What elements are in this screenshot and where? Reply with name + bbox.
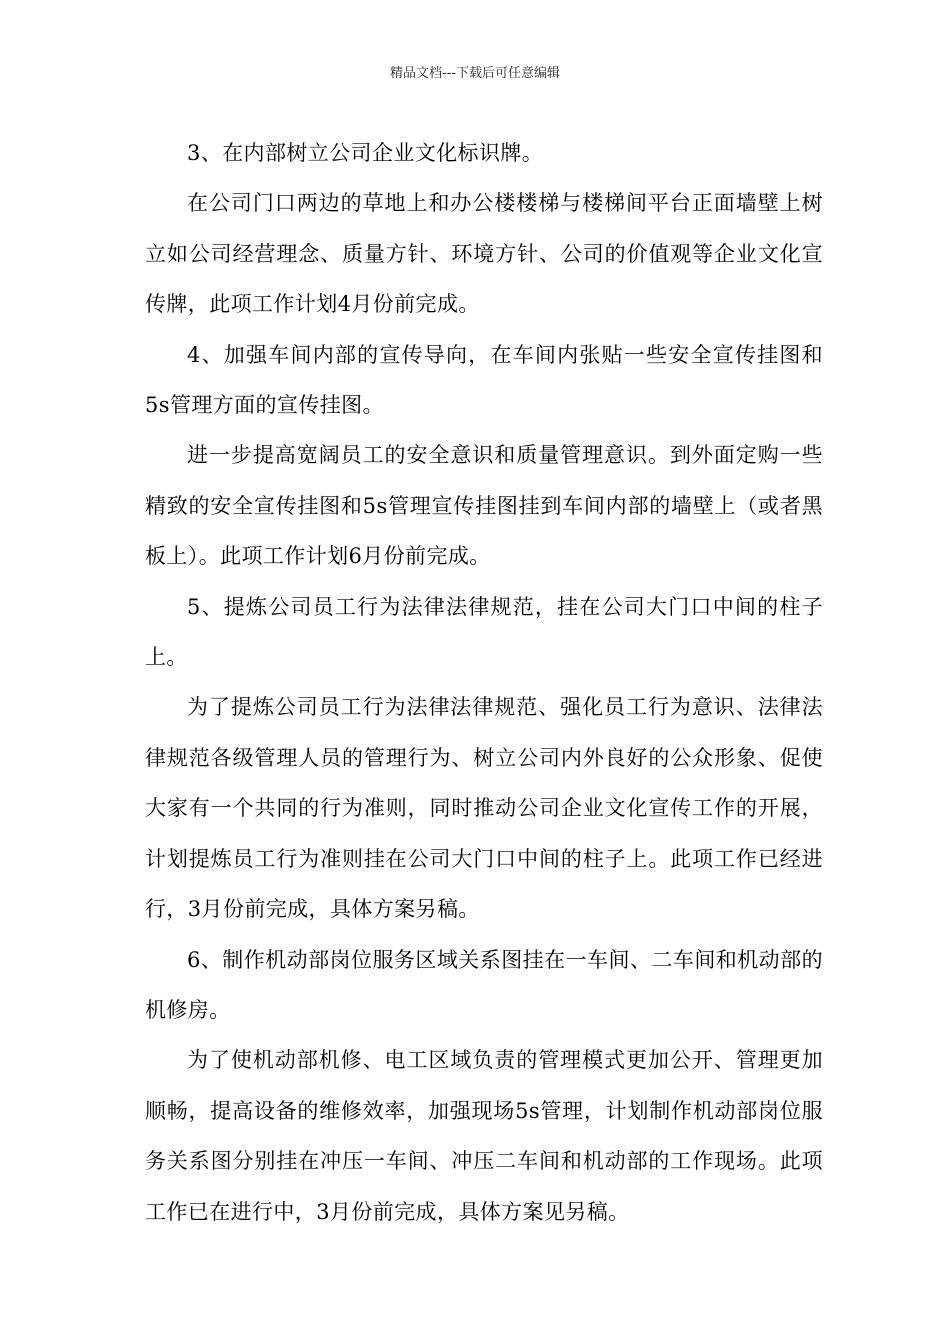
paragraph-item-3-detail: 在公司门口两边的草地上和办公楼楼梯与楼梯间平台正面墙壁上树立如公司经营理念、质量方针、环境方针、公司的价值观等企业文化宣传牌，此项工作计划4月份前完成。 bbox=[145, 191, 823, 317]
paragraph-item-6-heading: 6、制作机动部岗位服务区域关系图挂在一车间、二车间和机动部的机修房。 bbox=[145, 947, 823, 1022]
paragraph-item-3-heading: 3、在内部树立公司企业文化标识牌。 bbox=[187, 141, 544, 165]
paragraph-item-4-detail: 进一步提高宽阔员工的安全意识和质量管理意识。到外面定购一些精致的安全宣传挂图和5s管理宣传挂图挂到车间内部的墙壁上（或者黑板上）。此项工作计划6月份前完成。 bbox=[145, 443, 823, 569]
document-body bbox=[145, 128, 823, 1237]
paragraph-item-4-heading: 4、加强车间内部的宣传导向，在车间内张贴一些安全宣传挂图和5s管理方面的宣传挂图。 bbox=[145, 342, 823, 418]
paragraph-item-5-heading: 5、提炼公司员工行为法律法律规范，挂在公司大门口中间的柱子上。 bbox=[145, 594, 823, 670]
page-header: 精品文档---下载后可任意编辑 bbox=[389, 66, 561, 81]
paragraph-item-6-detail: 为了使机动部机修、电工区域负责的管理模式更加公开、管理更加顺畅，提高设备的维修效率，加强现场5s管理，计划制作机动部岗位服务关系图分别挂在冲压一车间、冲压二车间和机动部的工作现场。此项工作已在进行中，3月份前完成，具体方案见另稿。 bbox=[145, 1048, 823, 1224]
paragraph-item-5-detail: 为了提炼公司员工行为法律法律规范、强化员工行为意识、法律法律规范各级管理人员的管理行为、树立公司内外良好的公众形象、促使大家有一个共同的行为准则，同时推动公司企业文化宣传工作的开展，计划提炼员工行为准则挂在公司大门口中间的柱子上。此项工作已经进行，3月份前完成，具体方案另稿。 bbox=[145, 695, 823, 922]
